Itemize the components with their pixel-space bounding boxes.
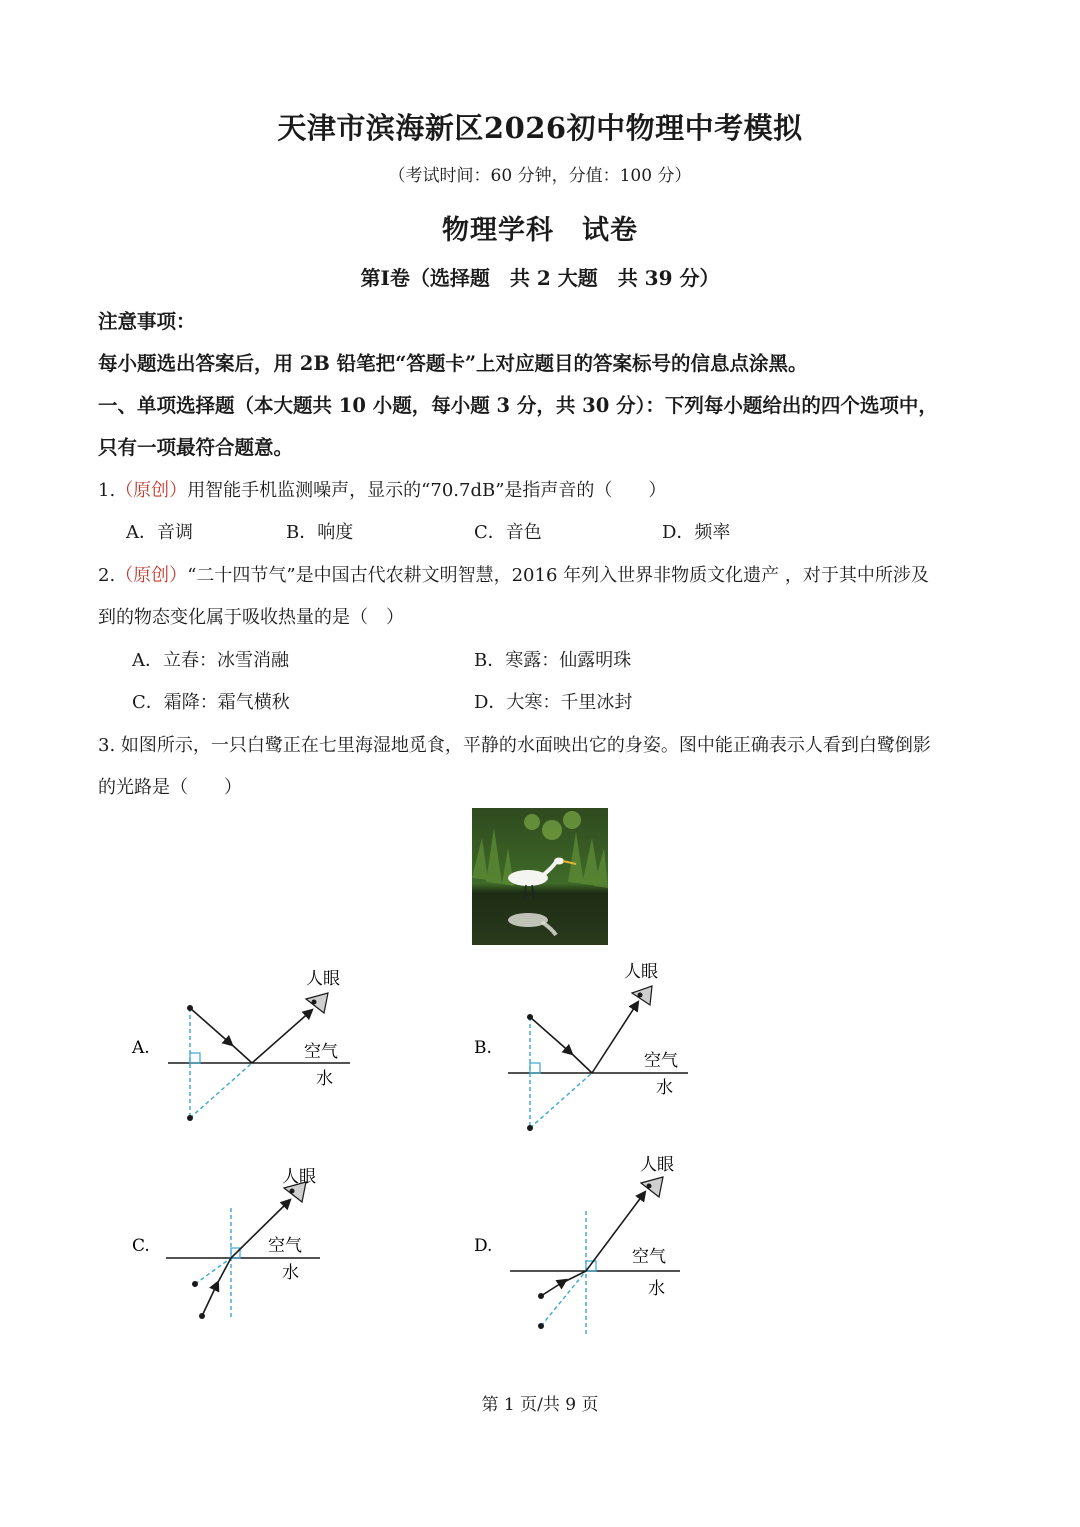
eye-label: 人眼	[640, 1155, 674, 1175]
q2-option-c: C．霜降：霜气横秋	[132, 692, 290, 713]
question-number: 1.	[98, 480, 116, 501]
question-1	[98, 476, 666, 502]
option-label: D.	[474, 1236, 493, 1256]
volume-title: 第Ⅰ卷（选择题 共 2 大题 共 39 分）	[360, 266, 720, 290]
subject-title: 物理学科 试卷	[442, 215, 638, 246]
section-heading-line1: 一、单项选择题（本大题共 10 小题，每小题 3 分，共 30 分）：下列每小题给出的四个选项中，	[98, 394, 938, 417]
q1-option-a: A．音调	[126, 522, 193, 543]
optics-diagrams	[0, 950, 1080, 1350]
exam-info: （考试时间：60 分钟，分值：100 分）	[388, 166, 692, 186]
air-label: 空气	[268, 1236, 302, 1256]
option-label: A.	[132, 1038, 150, 1058]
q1-option-c: C．音色	[474, 522, 542, 543]
question-text: “二十四节气”是中国古代农耕文明智慧，2016 年列入世界非物质文化遗产 ，对于其中所涉及	[187, 565, 929, 586]
water-label: 水	[648, 1279, 665, 1299]
eye-label: 人眼	[624, 962, 658, 982]
question-tag: （原创）	[115, 565, 188, 586]
question-number: 2.	[98, 565, 116, 586]
question-tag: （原创）	[115, 480, 188, 501]
diagram-d	[474, 1155, 680, 1334]
water-label: 水	[656, 1078, 673, 1098]
q2-option-d: D．大寒：千里冰封	[474, 692, 633, 713]
q2-option-b: B．寒露：仙露明珠	[474, 650, 632, 671]
page-title: 天津市滨海新区2026初中物理中考模拟	[277, 111, 803, 145]
air-label: 空气	[644, 1051, 678, 1071]
eye-label: 人眼	[306, 969, 340, 989]
q1-option-b: B．响度	[286, 522, 354, 543]
diagram-a	[131, 969, 350, 1121]
diagram-c	[132, 1167, 320, 1320]
air-label: 空气	[304, 1042, 338, 1062]
eye-label: 人眼	[282, 1167, 316, 1187]
egret-photo	[472, 808, 608, 945]
question-number: 3.	[98, 735, 116, 756]
question-2	[98, 561, 929, 587]
page-number: 第 1 页/共 9 页	[481, 1395, 599, 1415]
question-text: 如图所示，一只白鹭正在七里海湿地觅食，平静的水面映出它的身姿。图中能正确表示人看到白鹭倒影	[120, 735, 931, 756]
option-label: C.	[132, 1236, 150, 1256]
notice-text: 每小题选出答案后，用 2B 铅笔把“答题卡”上对应题目的答案标号的信息点涂黑。	[98, 352, 808, 375]
q2-option-a: A．立春：冰雪消融	[132, 650, 289, 671]
notice-heading: 注意事项：	[98, 310, 196, 333]
q1-option-d: D．频率	[662, 522, 731, 543]
eye-icon	[632, 986, 652, 1005]
eye-icon	[306, 993, 328, 1013]
question-text: 用智能手机监测噪声，显示的“70.7dB”是指声音的（ ）	[187, 480, 667, 501]
water-label: 水	[316, 1069, 333, 1089]
option-label: B.	[474, 1038, 492, 1058]
diagram-b	[474, 962, 688, 1131]
air-label: 空气	[632, 1247, 666, 1267]
section-heading-line2: 只有一项最符合题意。	[98, 436, 294, 459]
question-3	[98, 731, 931, 757]
question-2-continued: 到的物态变化属于吸收热量的是（ ）	[98, 607, 404, 628]
water-label: 水	[282, 1263, 299, 1283]
question-3-continued: 的光路是（ ）	[98, 777, 242, 798]
